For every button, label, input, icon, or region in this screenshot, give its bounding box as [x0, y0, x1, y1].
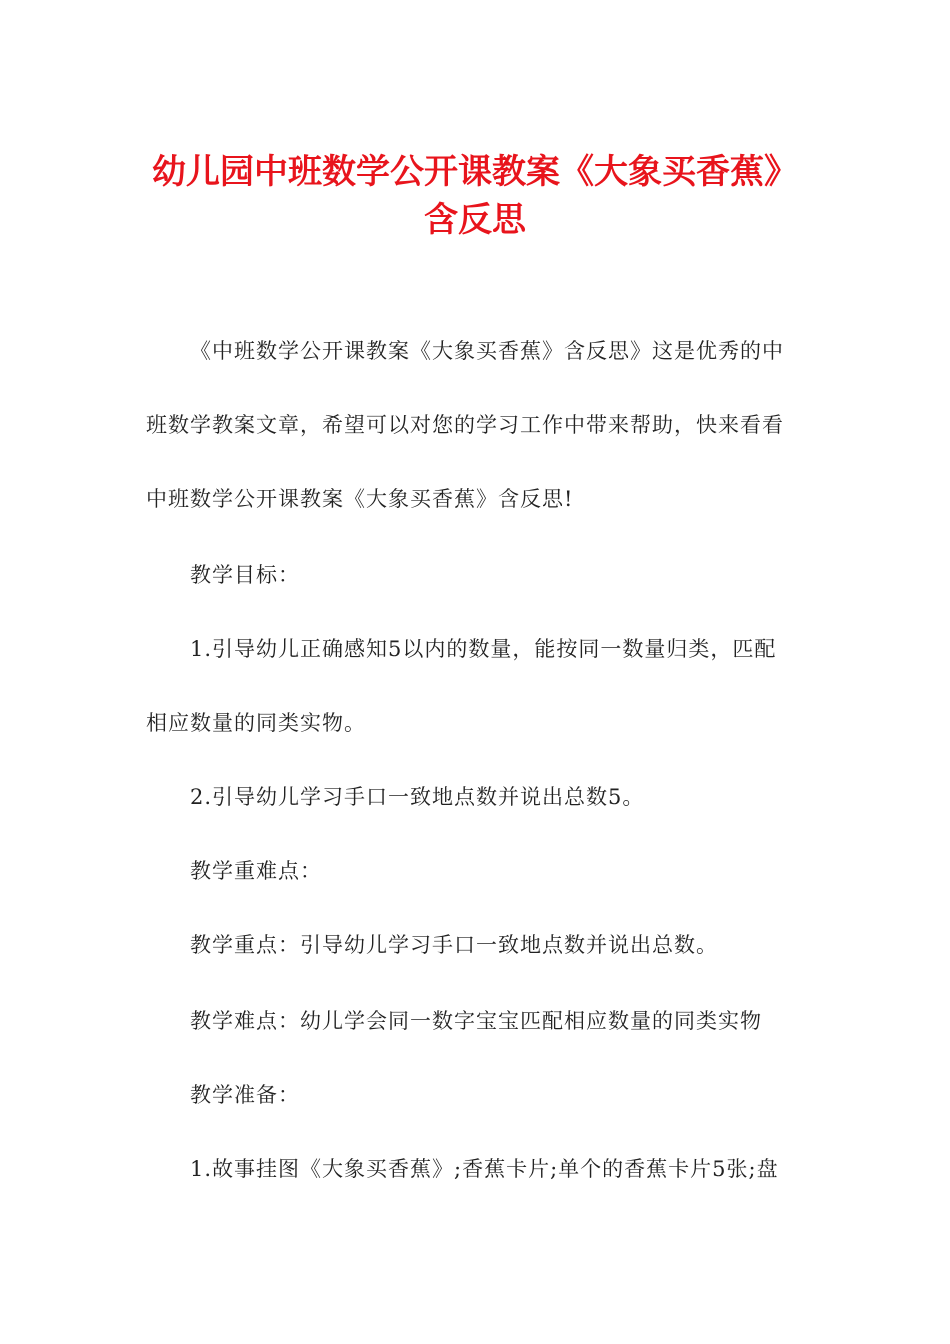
section-heading-preparation: 教学准备： [190, 1083, 300, 1107]
objective-1-line-2: 相应数量的同类实物。 [146, 711, 366, 735]
document-title-line-1: 幼儿园中班数学公开课教案《大象买香蕉》 [152, 152, 798, 192]
preparation-item-1: 1.故事挂图《大象买香蕉》;香蕉卡片;单个的香蕉卡片5张;盘 [190, 1157, 779, 1181]
section-heading-key-points: 教学重难点： [190, 859, 322, 883]
intro-paragraph-line-1: 《中班数学公开课教案《大象买香蕉》含反思》这是优秀的中 [190, 339, 784, 363]
objective-2: 2.引导幼儿学习手口一致地点数并说出总数5。 [190, 785, 645, 809]
key-point: 教学重点：引导幼儿学习手口一致地点数并说出总数。 [190, 933, 718, 957]
intro-paragraph-line-3: 中班数学公开课教案《大象买香蕉》含反思! [146, 487, 574, 511]
objective-1-line-1: 1.引导幼儿正确感知5以内的数量，能按同一数量归类，匹配 [190, 637, 777, 661]
difficult-point: 教学难点：幼儿学会同一数字宝宝匹配相应数量的同类实物 [190, 1009, 762, 1033]
intro-paragraph-line-2: 班数学教案文章，希望可以对您的学习工作中带来帮助，快来看看 [146, 413, 784, 437]
section-heading-objectives: 教学目标： [190, 563, 300, 587]
document-title-line-2: 含反思 [424, 200, 526, 240]
